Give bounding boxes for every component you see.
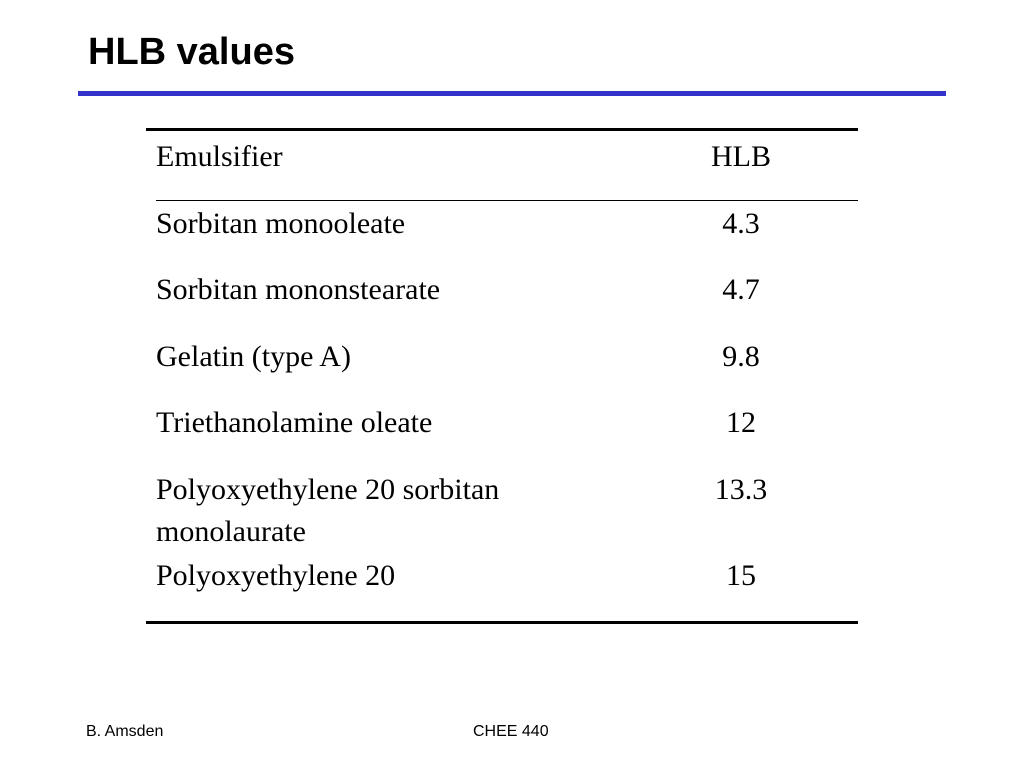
table-bottom-rule (146, 621, 858, 624)
table-top-rule (146, 128, 858, 131)
footer-author: B. Amsden (86, 723, 164, 740)
row-hlb: 4.3 (722, 207, 760, 240)
row-emulsifier: Triethanolamine oleate (156, 406, 433, 439)
header-emulsifier: Emulsifier (156, 140, 283, 173)
title-underline (78, 91, 946, 96)
row-emulsifier: Sorbitan monooleate (156, 207, 406, 240)
row-hlb: 4.7 (722, 273, 760, 306)
header-divider (156, 200, 858, 201)
row-hlb: 12 (726, 406, 756, 439)
row-emulsifier: Polyoxyethylene 20 sorbitan monolaurate (156, 473, 500, 548)
slide-title: HLB values (88, 31, 295, 73)
row-hlb: 13.3 (714, 473, 768, 506)
row-emulsifier: Polyoxyethylene 20 (156, 559, 396, 592)
row-emulsifier: Gelatin (type A) (156, 340, 351, 373)
footer-course: CHEE 440 (473, 723, 549, 740)
row-hlb: 15 (726, 559, 756, 592)
header-hlb: HLB (711, 140, 771, 173)
row-emulsifier: Sorbitan mononstearate (156, 273, 441, 306)
row-hlb: 9.8 (722, 340, 760, 373)
